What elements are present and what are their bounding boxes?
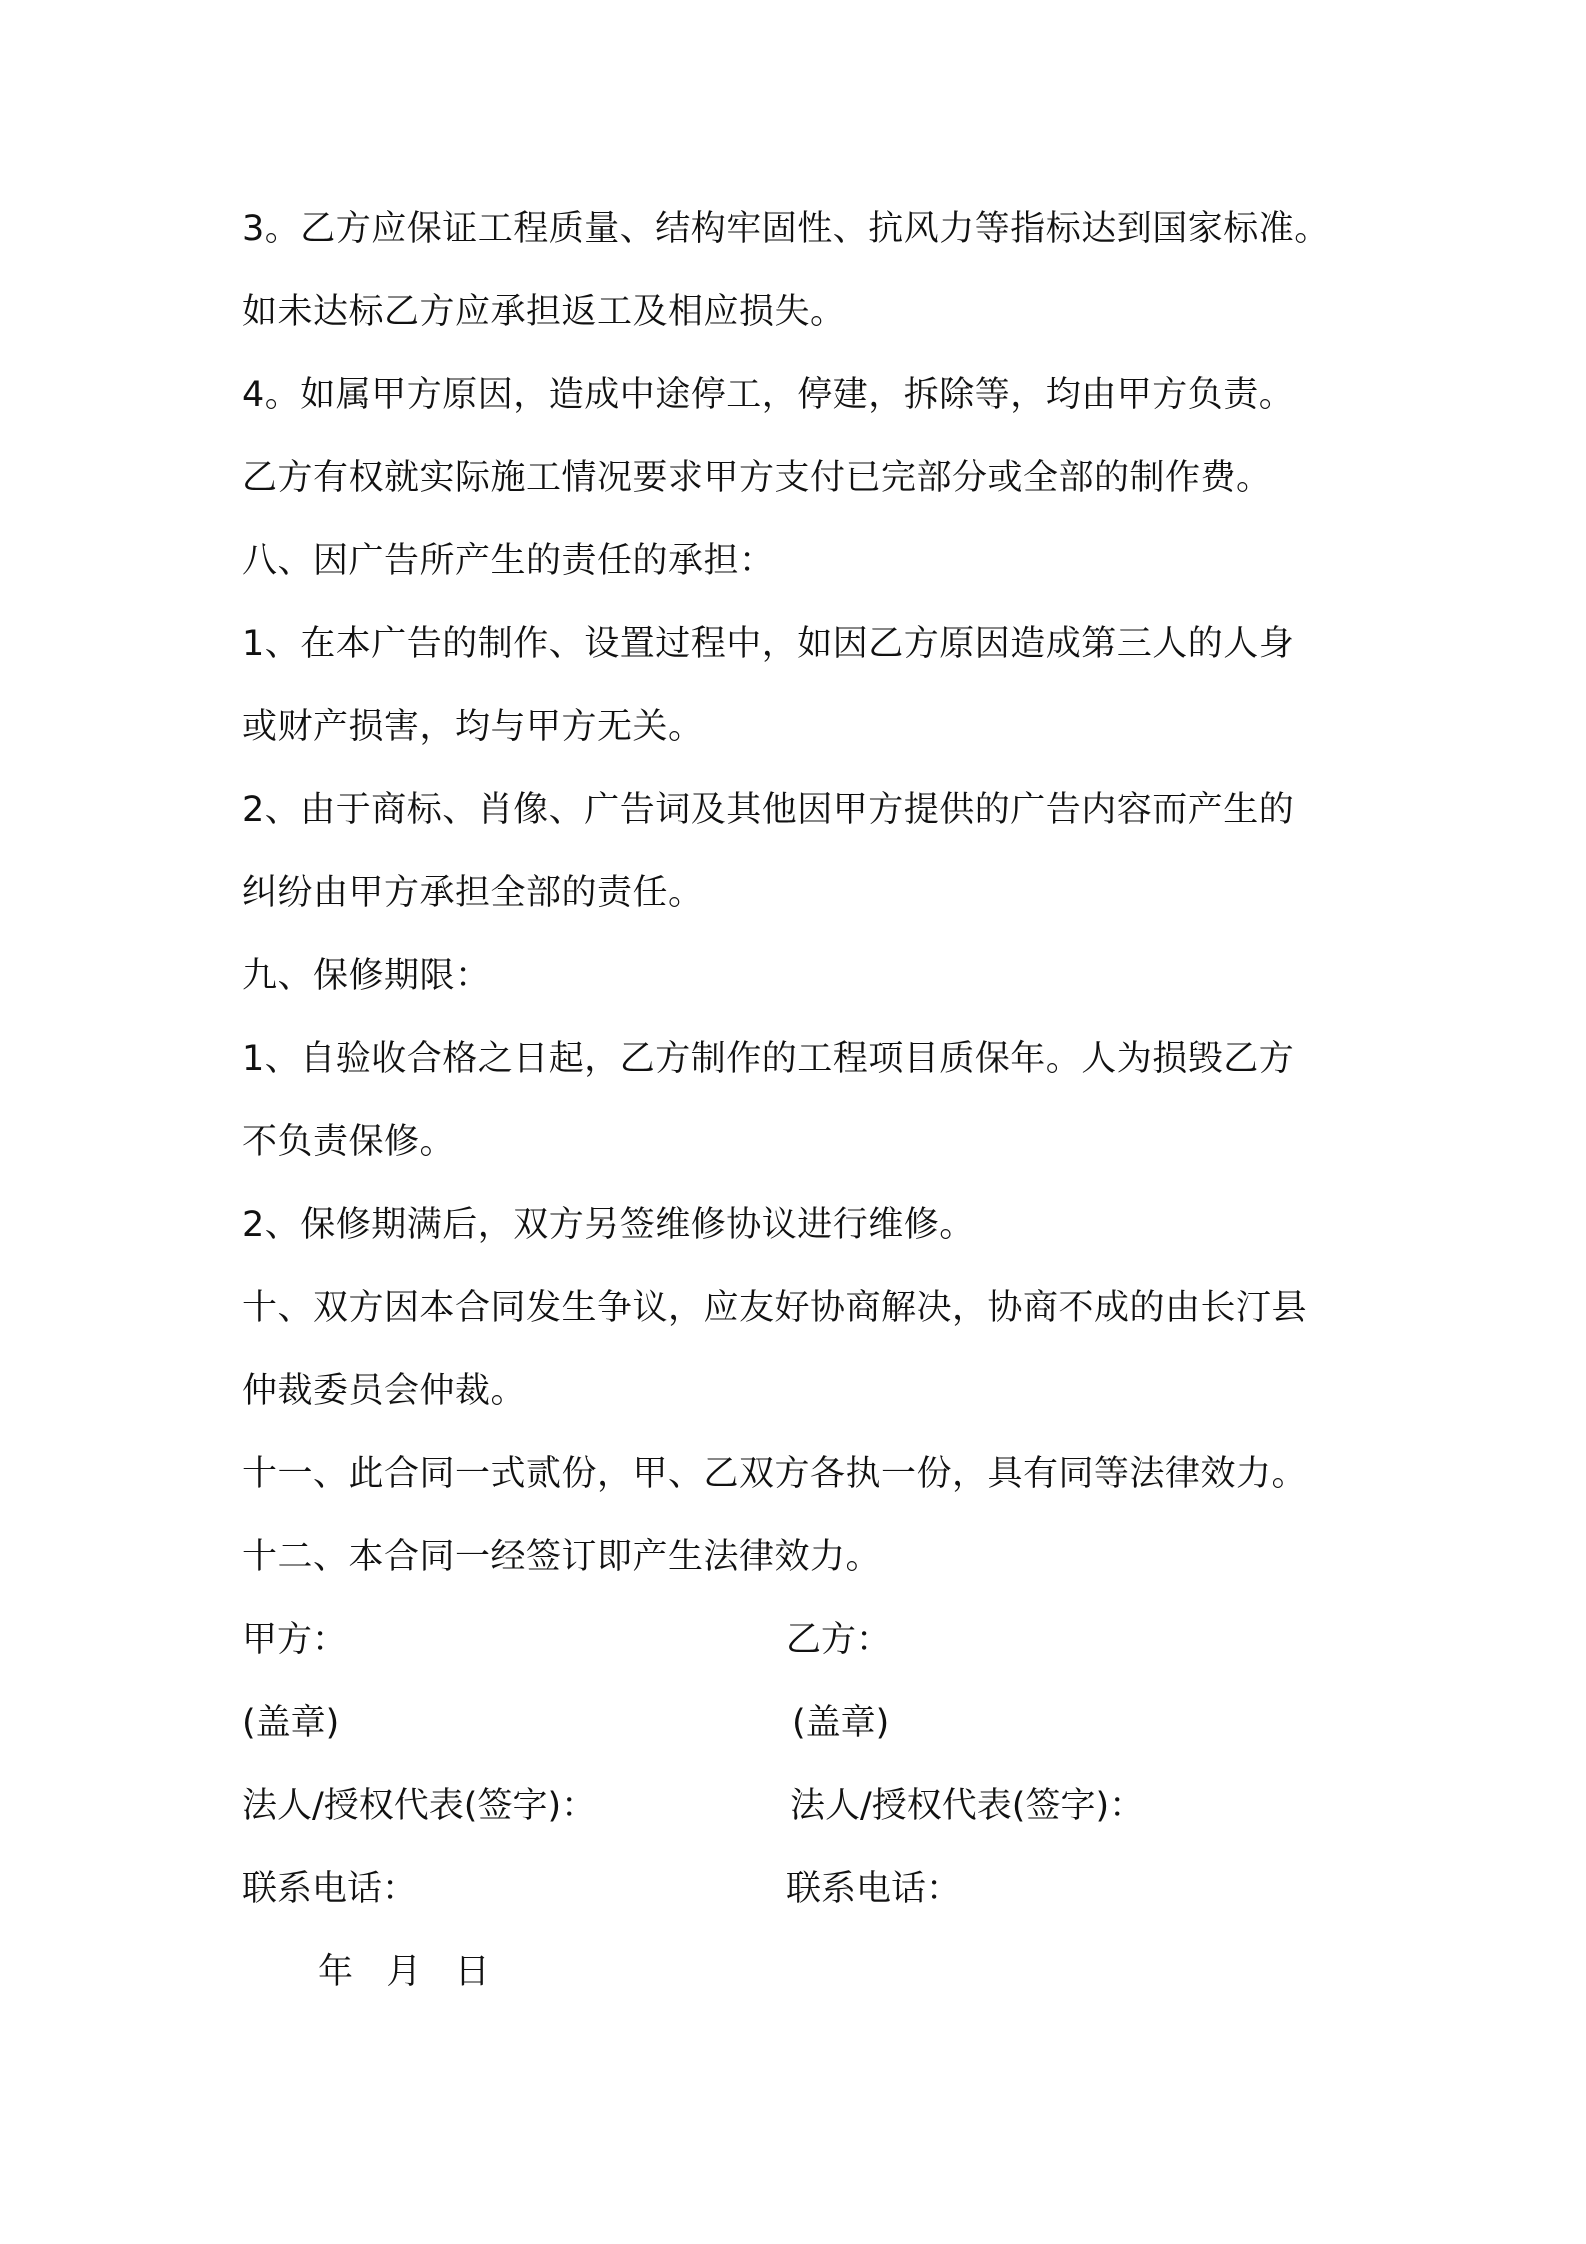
party-b-label: 乙方： bbox=[786, 1620, 892, 1660]
section-10-line-2: 仲裁委员会仲裁。 bbox=[242, 1371, 527, 1411]
party-b-seal: (盖章) bbox=[792, 1703, 890, 1743]
party-a-phone: 联系电话： bbox=[242, 1869, 418, 1909]
section-8-item-1-line-1: 1、在本广告的制作、设置过程中，如因乙方原因造成第三人的人身 bbox=[242, 624, 1295, 664]
party-a-seal: (盖章) bbox=[242, 1703, 340, 1743]
party-b-representative: 法人/授权代表(签字)： bbox=[790, 1786, 1145, 1826]
clause-3-line-2: 如未达标乙方应承担返工及相应损失。 bbox=[242, 292, 846, 332]
section-8-heading: 八、因广告所产生的责任的承担： bbox=[242, 541, 775, 581]
section-8-item-2-line-2: 纠纷由甲方承担全部的责任。 bbox=[242, 873, 704, 913]
section-9-item-1-line-1: 1、自验收合格之日起，乙方制作的工程项目质保年。人为损毁乙方 bbox=[242, 1039, 1295, 1079]
clause-4-line-2: 乙方有权就实际施工情况要求甲方支付已完部分或全部的制作费。 bbox=[242, 458, 1272, 498]
section-8-item-2-line-1: 2、由于商标、肖像、广告词及其他因甲方提供的广告内容而产生的 bbox=[242, 790, 1295, 830]
section-12: 十二、本合同一经签订即产生法律效力。 bbox=[242, 1537, 882, 1577]
clause-3-line-1: 3。乙方应保证工程质量、结构牢固性、抗风力等指标达到国家标准。 bbox=[242, 209, 1330, 249]
signing-date: 年 月 日 bbox=[318, 1952, 490, 1992]
section-10-line-1: 十、双方因本合同发生争议，应友好协商解决，协商不成的由长汀县 bbox=[242, 1288, 1308, 1328]
section-11: 十一、此合同一式贰份，甲、乙双方各执一份，具有同等法律效力。 bbox=[242, 1454, 1308, 1494]
party-a-label: 甲方： bbox=[242, 1620, 348, 1660]
section-8-item-1-line-2: 或财产损害，均与甲方无关。 bbox=[242, 707, 704, 747]
section-9-item-2: 2、保修期满后，双方另签维修协议进行维修。 bbox=[242, 1205, 975, 1245]
section-9-item-1-line-2: 不负责保修。 bbox=[242, 1122, 456, 1162]
party-b-phone: 联系电话： bbox=[786, 1869, 962, 1909]
section-9-heading: 九、保修期限： bbox=[242, 956, 491, 996]
party-a-representative: 法人/授权代表(签字)： bbox=[242, 1786, 597, 1826]
clause-4-line-1: 4。如属甲方原因，造成中途停工，停建，拆除等，均由甲方负责。 bbox=[242, 375, 1295, 415]
